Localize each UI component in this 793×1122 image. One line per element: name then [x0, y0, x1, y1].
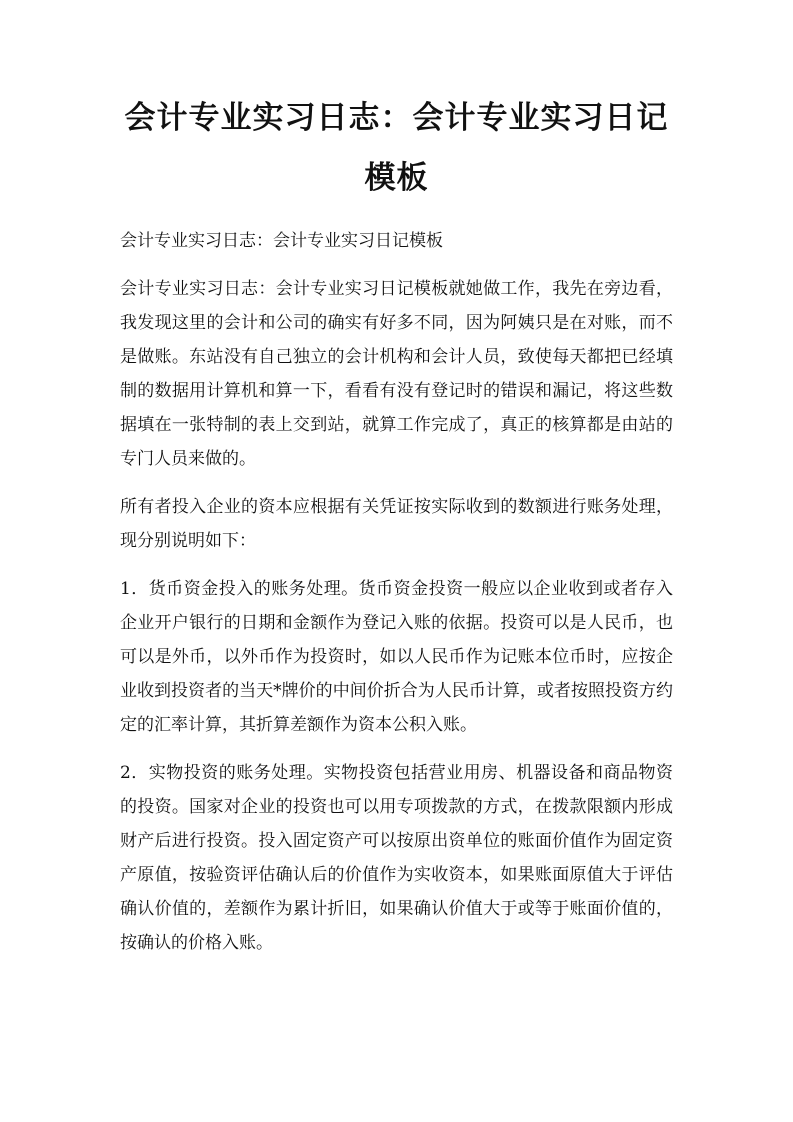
paragraph-physical-investment: 2．实物投资的账务处理。实物投资包括营业用房、机器设备和商品物资的投资。国家对企业的投资也可以用专项拨款的方式，在拨款限额内形成财产后进行投资。投入固定资产可以按原出资单位的账面价值作为固定资产原值，按验资评估确认后的价值作为实收资本，如果账面原值大于评估确认价值的，差额作为累计折旧，如果确认价值大于或等于账面价值的，按确认的价格入账。	[120, 763, 673, 953]
document-subtitle: 会计专业实习日志：会计专业实习日记模板	[120, 231, 443, 251]
document-title: 会计专业实习日志：会计专业实习日记模板	[124, 100, 669, 196]
paragraph-cash-investment: 1．货币资金投入的账务处理。货币资金投资一般应以企业收到或者存入企业开户银行的日期和金额作为登记入账的依据。投资可以是人民币，也可以是外币，以外币作为投资时，如以人民币作为记账本位币时，应按企业收到投资者的当天*牌价的中间价折合为人民币计算，或者按照投资方约定的汇率计算，其折算差额作为资本公积入账。	[120, 579, 673, 735]
paragraph-capital: 所有者投入企业的资本应根据有关凭证按实际收到的数额进行账务处理，现分别说明如下：	[120, 497, 673, 551]
paragraph-intro: 会计专业实习日志：会计专业实习日记模板就她做工作，我先在旁边看，我发现这里的会计和公司的确实有好多不同，因为阿姨只是在对账，而不是做账。东站没有自己独立的会计机构和会计人员，致使每天都把已经填制的数据用计算机和算一下，看看有没有登记时的错误和漏记，将这些数据填在一张特制的表上交到站，就算工作完成了，真正的核算都是由站的专门人员来做的。	[120, 279, 673, 469]
